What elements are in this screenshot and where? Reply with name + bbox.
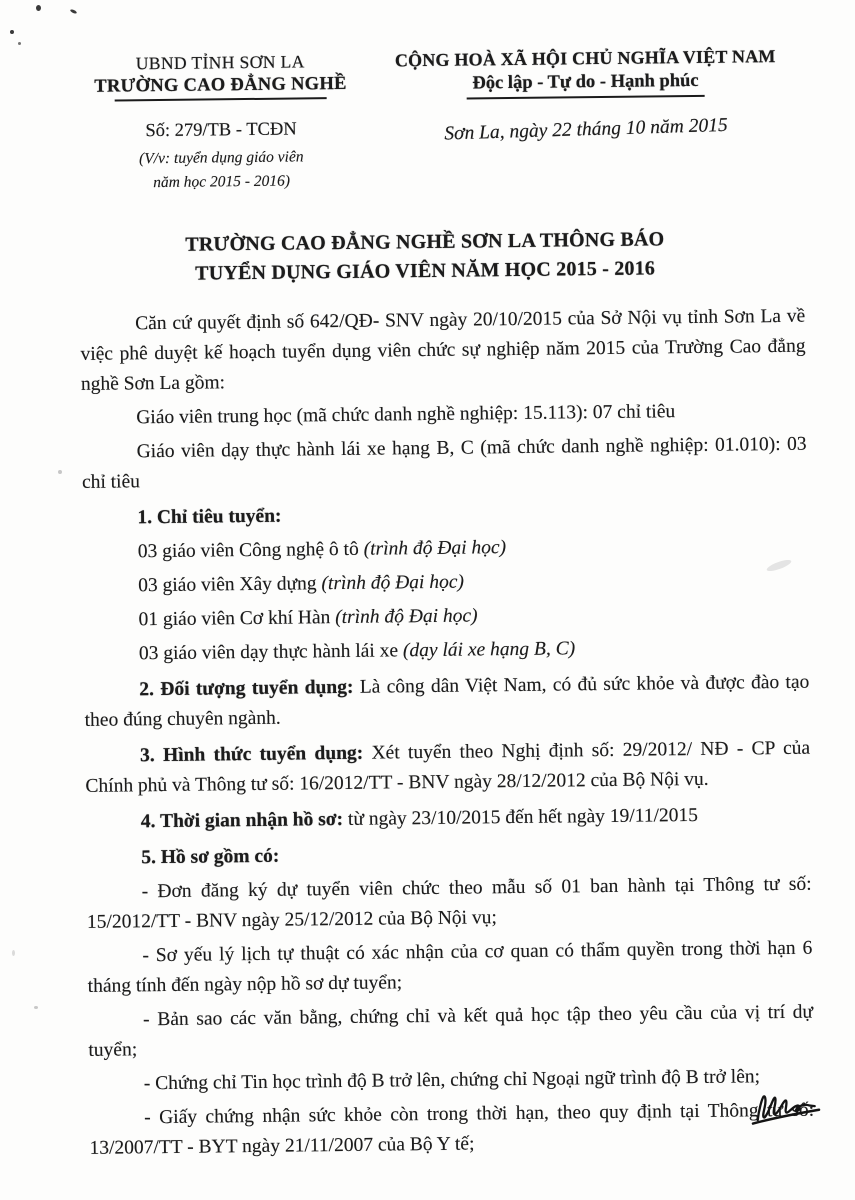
section-2-paragraph: 2. Đối tượng tuyển dụng: Là công dân Việt Nam, có đủ sức khỏe và được đào tạo theo đúng chuyên ngành. bbox=[84, 671, 810, 731]
school-name-underline bbox=[115, 97, 327, 101]
quota-item-3: 01 giáo viên Cơ khí Hàn (trình độ Đại học) bbox=[138, 605, 478, 631]
national-header-block bbox=[390, 46, 781, 143]
section-4-paragraph: 4. Thời gian nhận hồ sơ: từ ngày 23/10/2015 đến hết ngày 19/11/2015 bbox=[140, 804, 699, 833]
quota-item-4: 03 giáo viên dạy thực hành lái xe (dạy lái xe hạng B, C) bbox=[138, 638, 576, 665]
scan-speck bbox=[36, 5, 41, 11]
section-3-paragraph: 3. Hình thức tuyển dụng: Xét tuyển theo Nghị định số: 29/2012/ NĐ - CP của Chính phủ và Thông tư số: 16/2012/TT - BNV ngày 28/12/2012 của Bộ Nội vụ. bbox=[85, 737, 811, 797]
quota-item-2: 03 giáo viên Xây dựng (trình độ Đại học) bbox=[138, 571, 465, 597]
national-motto: CỘNG HOÀ XÃ HỘI CHỦ NGHĨA VIỆT NAM bbox=[394, 46, 776, 71]
issuer-name: UBND TỈNH SƠN LA bbox=[135, 51, 305, 74]
section-5-heading: 5. Hồ sơ gồm có: bbox=[141, 845, 280, 869]
subject-line-1: (V/v: tuyển dụng giáo viên bbox=[139, 148, 304, 168]
dossier-item-3: - Bản sao các văn bằng, chứng chỉ và kết quả học tập theo yêu cầu của vị trí dự tuyển; bbox=[88, 1001, 814, 1061]
document-header bbox=[0, 0, 852, 197]
notice-title-line-1: TRƯỜNG CAO ĐẲNG NGHỀ SƠN LA THÔNG BÁO bbox=[185, 228, 665, 256]
section-1-heading: 1. Chỉ tiêu tuyển: bbox=[137, 505, 282, 529]
subject-line-2: năm học 2015 - 2016) bbox=[153, 172, 291, 192]
issuer-block bbox=[50, 50, 392, 196]
scan-smudge bbox=[12, 950, 15, 956]
scan-smudge bbox=[58, 470, 62, 474]
scan-smudge bbox=[34, 1006, 38, 1009]
notice-title-line-2: TUYỂN DỤNG GIÁO VIÊN NĂM HỌC 2015 - 2016 bbox=[195, 257, 656, 285]
quota-line-1: Giáo viên trung học (mã chức danh nghề nghiệp: 15.113): 07 chỉ tiêu bbox=[136, 401, 676, 429]
dossier-item-4: - Chứng chỉ Tin học trình độ B trở lên, chứng chỉ Ngoại ngữ trình độ B trở lên; bbox=[143, 1066, 761, 1095]
dossier-item-1: - Đơn đăng ký dự tuyển viên chức theo mẫu số 01 ban hành tại Thông tư số: 15/2012/TT - BNV ngày 25/12/2012 của Bộ Nội vụ; bbox=[86, 873, 812, 933]
quota-line-2: Giáo viên dạy thực hành lái xe hạng B, C (mã chức danh nghề nghiệp: 01.010): 03 chỉ tiêu bbox=[81, 433, 807, 493]
school-name: TRƯỜNG CAO ĐẲNG NGHỀ bbox=[94, 73, 347, 97]
document-body bbox=[0, 281, 855, 1165]
notice-title bbox=[0, 223, 853, 291]
scan-speck bbox=[10, 30, 14, 34]
handwritten-initials bbox=[745, 1082, 841, 1139]
dossier-item-2: - Sơ yếu lý lịch tự thuật có xác nhận của cơ quan có thẩm quyền trong thời hạn 6 tháng tính đến ngày nộp hồ sơ dự tuyển; bbox=[87, 937, 813, 997]
independence-underline bbox=[467, 95, 705, 100]
signature-stroke-icon bbox=[745, 1082, 840, 1134]
scan-speck bbox=[18, 42, 21, 45]
independence-line: Độc lập - Tự do - Hạnh phúc bbox=[472, 70, 699, 94]
intro-paragraph: Căn cứ quyết định số 642/QĐ- SNV ngày 20/10/2015 của Sở Nội vụ tỉnh Sơn La về việc phê duyệt kế hoạch tuyển dụng viên chức sự nghiệp năm 2015 của Trường Cao đẳng nghề Sơn La gồm: bbox=[80, 305, 806, 395]
document-subject bbox=[51, 144, 392, 196]
date-line: Sơn La, ngày 22 tháng 10 năm 2015 bbox=[444, 114, 728, 145]
quota-item-1: 03 giáo viên Công nghệ ô tô (trình độ Đại học) bbox=[137, 537, 507, 563]
dossier-item-5: - Giấy chứng nhận sức khỏe còn trong thời hạn, theo quy định tại Thông tư số: 13/2007/TT - BYT ngày 21/11/2007 của Bộ Y tế; bbox=[89, 1099, 815, 1159]
document-number: Số: 279/TB - TCĐN bbox=[145, 119, 297, 142]
